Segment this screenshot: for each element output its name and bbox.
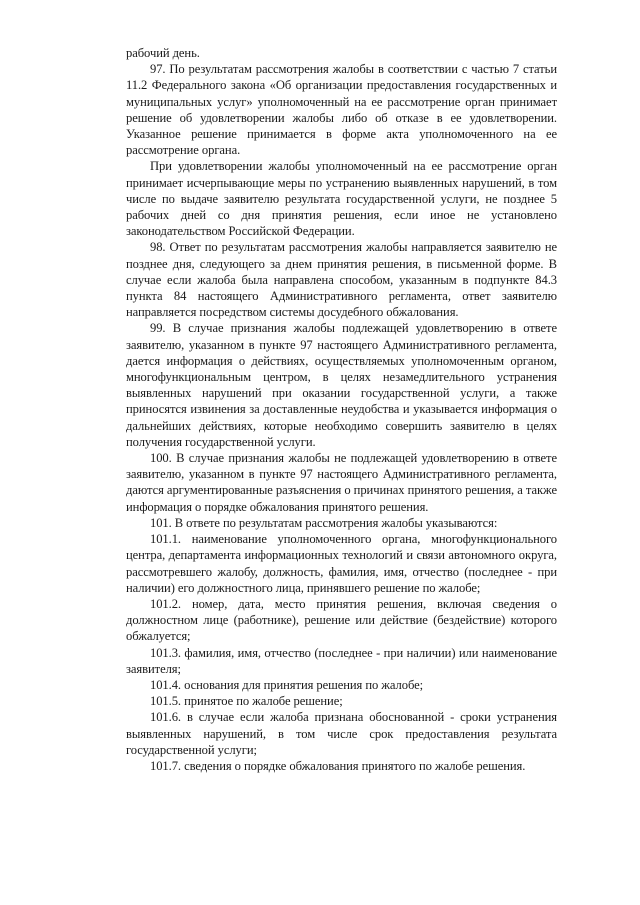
paragraph-101-7: 101.7. сведения о порядке обжалования принятого по жалобе решения. — [150, 758, 526, 773]
paragraph-101-6: 101.6. в случае если жалоба признана обоснованной - сроки устранения выявленных нарушений, в том числе срок предоставления результата государственной услуги; — [126, 710, 557, 757]
paragraph-100: 100. В случае признания жалобы не подлежащей удовлетворению в ответе заявителю, указанном в пункте 97 настоящего Административного регламента, даются аргументированные разъяснения о причинах принятого решения, а также информация о порядке обжалования принятого решения. — [126, 451, 557, 514]
paragraph-99: 99. В случае признания жалобы подлежащей удовлетворению в ответе заявителю, указанном в пункте 97 настоящего Административного регламента, дается информация о действиях, осуществляемых уполномоченным органом, многофункциональным центром, в целях незамедлительного устранения выявленных нарушений при оказании государственной услуги, а также приносятся извинения за доставленные неудобства и указывается информация о дальнейших действиях, которые необходимо совершить заявителю в целях получения государственной услуги. — [126, 321, 557, 449]
paragraph-101-5: 101.5. принятое по жалобе решение; — [150, 694, 343, 709]
paragraph-101: 101. В ответе по результатам рассмотрения жалобы указываются: — [150, 515, 498, 530]
paragraph-continuation: рабочий день. — [126, 46, 200, 60]
paragraph-97-satisfaction: При удовлетворении жалобы уполномоченный на ее рассмотрение орган принимает исчерпывающие меры по устранению выявленных нарушений, в том числе по выдаче заявителю результата государственной услуги, не позднее 5 рабочих дней со дня принятия решения, если иное не установлено законодательством Российской Федерации. — [126, 159, 557, 239]
paragraph-101-2: 101.2. номер, дата, место принятия решения, включая сведения о должностном лице (работнике), решение или действие (бездействие) которого обжалуется; — [126, 596, 557, 644]
paragraph-97: 97. По результатам рассмотрения жалобы в соответствии с частью 7 статьи 11.2 Федерального закона «Об организации предоставления государственных и муниципальных услуг» уполномоченный на ее рассмотрение орган принимает решение об удовлетворении жалобы либо об отказе в ее удовлетворении. Указанное решение принимается в форме акта уполномоченного на ее рассмотрение органа. — [126, 62, 557, 158]
paragraph-101-3: 101.3. фамилия, имя, отчество (последнее - при наличии) или наименование заявителя; — [126, 645, 557, 676]
paragraph-101-1: 101.1. наименование уполномоченного органа, многофункционального центра, департамента информационных технологий и связи автономного округа, рассмотревшего жалобу, должность, фамилия, имя, отчество (последнее - при наличии) его должностного лица, принявшего решение по жалобе; — [126, 532, 557, 595]
paragraph-98: 98. Ответ по результатам рассмотрения жалобы направляется заявителю не позднее дня, следующего за днем принятия решения, в письменной форме. В случае если жалоба была направлена способом, указанным в подпункте 84.3 пункта 84 настоящего Административного регламента, ответ заявителю направляется посредством системы досудебного обжалования. — [126, 240, 557, 320]
document-body — [126, 45, 557, 774]
paragraph-101-4: 101.4. основания для принятия решения по жалобе; — [150, 677, 424, 692]
